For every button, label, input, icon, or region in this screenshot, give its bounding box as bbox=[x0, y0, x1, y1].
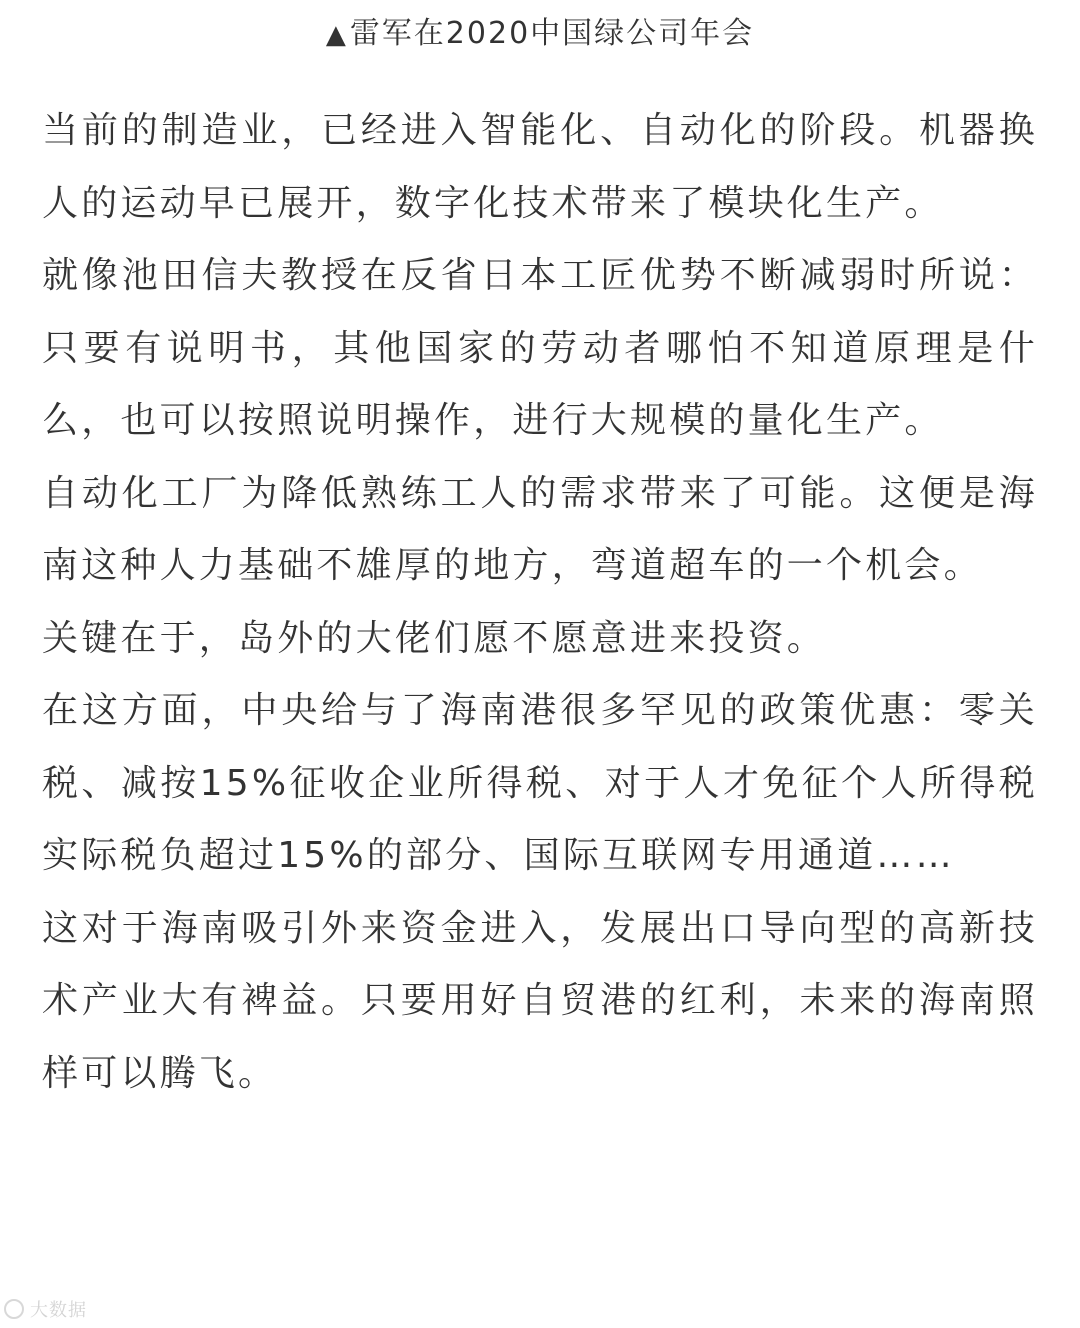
watermark bbox=[4, 1296, 87, 1322]
paragraph-2: 就像池田信夫教授在反省日本工匠优势不断减弱时所说：只要有说明书，其他国家的劳动者哪怕不知道原理是什么，也可以按照说明操作，进行大规模的量化生产。 bbox=[42, 255, 1038, 441]
article-body bbox=[42, 95, 1038, 1110]
paragraph-1: 当前的制造业，已经进入智能化、自动化的阶段。机器换人的运动早已展开，数字化技术带来了模块化生产。 bbox=[42, 110, 1038, 224]
paragraph-4: 关键在于，岛外的大佬们愿不愿意进来投资。 bbox=[42, 617, 827, 659]
paragraph-3: 自动化工厂为降低熟练工人的需求带来了可能。这便是海南这种人力基础不雄厚的地方，弯道超车的一个机会。 bbox=[42, 472, 1038, 586]
paragraph-5: 在这方面，中央给与了海南港很多罕见的政策优惠：零关税、减按15%征收企业所得税、对于人才免征个人所得税实际税负超过15%的部分、国际互联网专用通道…… bbox=[42, 690, 1038, 876]
watermark-text: 大数据 bbox=[30, 1300, 87, 1321]
triangle-marker-icon: ▲ bbox=[325, 20, 348, 50]
image-caption bbox=[0, 12, 1080, 57]
watermark-logo-icon bbox=[4, 1299, 24, 1319]
paragraph-6: 这对于海南吸引外来资金进入，发展出口导向型的高新技术产业大有裨益。只要用好自贸港的红利，未来的海南照样可以腾飞。 bbox=[42, 907, 1038, 1094]
caption-text: 雷军在2020中国绿公司年会 bbox=[349, 16, 755, 51]
